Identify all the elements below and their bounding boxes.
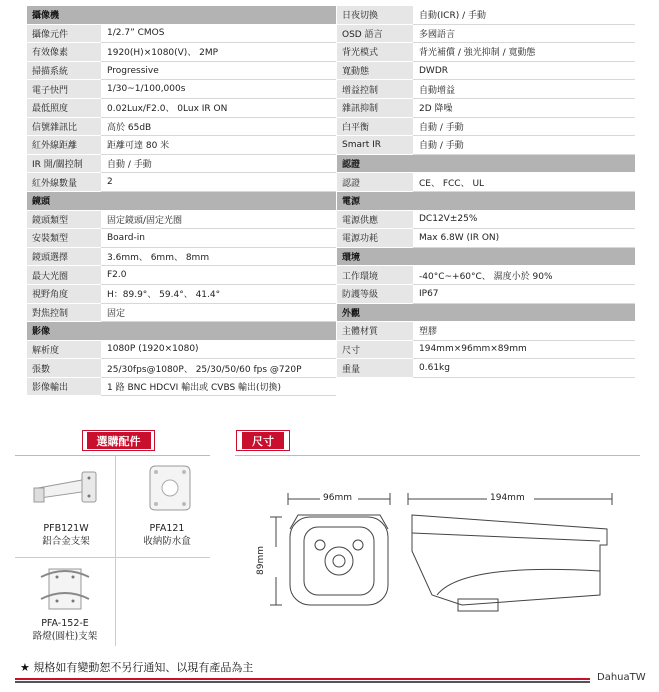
spec-value: H：89.9°、 59.4°、 41.4° bbox=[101, 285, 336, 304]
spec-row bbox=[27, 80, 336, 99]
spec-value: 多國語言 bbox=[413, 25, 635, 44]
spec-value: -40°C~+60°C、 濕度小於 90% bbox=[413, 266, 635, 285]
bracket-pfb121w-image bbox=[30, 468, 100, 516]
section-title: 鏡頭 bbox=[27, 192, 336, 211]
spec-value: 高於 65dB bbox=[101, 118, 336, 137]
accessories-title: 選購配件 bbox=[87, 432, 151, 449]
spec-label: 日夜切換 bbox=[337, 6, 413, 25]
spec-value: 3.6mm、 6mm、 8mm bbox=[101, 248, 336, 267]
spec-section-header bbox=[27, 192, 336, 211]
spec-label: 鏡頭選擇 bbox=[27, 248, 101, 267]
spec-row bbox=[27, 341, 336, 360]
spec-section-header bbox=[337, 192, 635, 211]
pole-mount-pfa152e-image bbox=[35, 563, 95, 613]
accessory-name: 路燈(圓柱)支架 bbox=[32, 631, 98, 642]
accessory-item bbox=[20, 522, 112, 548]
spec-label: 電源供應 bbox=[337, 211, 413, 230]
spec-value: 0.02Lux/F2.0、 0Lux IR ON bbox=[101, 99, 336, 118]
spec-value: 背光補償 / 強光抑制 / 寬動態 bbox=[413, 43, 635, 62]
spec-row bbox=[337, 285, 635, 304]
accessory-item bbox=[15, 617, 115, 643]
spec-label: 增益控制 bbox=[337, 80, 413, 99]
section-title: 環境 bbox=[337, 248, 635, 267]
spec-label: 紅外線距離 bbox=[27, 136, 101, 155]
spec-row bbox=[27, 248, 336, 267]
spec-value: DWDR bbox=[413, 62, 635, 81]
spec-row bbox=[27, 43, 336, 62]
section-title: 電源 bbox=[337, 192, 635, 211]
spec-label: 電源功耗 bbox=[337, 229, 413, 248]
spec-value: 自動 / 手動 bbox=[413, 136, 635, 155]
spec-label: 掃描系統 bbox=[27, 62, 101, 81]
spec-section-header bbox=[337, 155, 635, 174]
spec-row bbox=[27, 378, 336, 397]
accessory-model: PFA121 bbox=[149, 523, 185, 534]
spec-row bbox=[337, 62, 635, 81]
spec-value: 1/2.7” CMOS bbox=[101, 25, 336, 44]
spec-value: 2D 降噪 bbox=[413, 99, 635, 118]
spec-row bbox=[27, 229, 336, 248]
spec-label: 信號雜訊比 bbox=[27, 118, 101, 137]
spec-label: OSD 語言 bbox=[337, 25, 413, 44]
accessory-name: 鋁合金支架 bbox=[42, 536, 90, 547]
spec-label: 安裝類型 bbox=[27, 229, 101, 248]
dimensions-title: 尺寸 bbox=[242, 432, 284, 449]
dimension-height-label: 89mm bbox=[256, 546, 266, 575]
spec-value: Progressive bbox=[101, 62, 336, 81]
spec-label: 背光模式 bbox=[337, 43, 413, 62]
spec-label: 攝像元件 bbox=[27, 25, 101, 44]
spec-value: 1/30~1/100,000s bbox=[101, 80, 336, 99]
spec-label: IR 開/關控制 bbox=[27, 155, 101, 174]
spec-row bbox=[337, 6, 635, 25]
accessories-tag bbox=[82, 430, 155, 451]
camera-dimension-drawing bbox=[262, 485, 642, 620]
spec-value: 自動 / 手動 bbox=[101, 155, 336, 174]
spec-value: 自動增益 bbox=[413, 80, 635, 99]
section-title: 認證 bbox=[337, 155, 635, 174]
spec-row bbox=[27, 266, 336, 285]
spec-value: 0.61kg bbox=[413, 359, 635, 378]
section-title: 攝像機 bbox=[27, 6, 336, 25]
spec-label: 紅外線數量 bbox=[27, 173, 101, 192]
spec-value: F2.0 bbox=[101, 266, 336, 285]
spec-value: 自動(ICR) / 手動 bbox=[413, 6, 635, 25]
spec-label: 主體材質 bbox=[337, 322, 413, 341]
spec-table-right bbox=[337, 6, 635, 378]
spec-label: 視野角度 bbox=[27, 285, 101, 304]
section-title: 外觀 bbox=[337, 304, 635, 323]
spec-label: 尺寸 bbox=[337, 341, 413, 360]
dimensions-tag bbox=[236, 430, 290, 451]
spec-label: 最大光圈 bbox=[27, 266, 101, 285]
spec-row bbox=[27, 155, 336, 174]
spec-row bbox=[337, 322, 635, 341]
spec-row bbox=[27, 136, 336, 155]
spec-row bbox=[337, 229, 635, 248]
spec-row bbox=[337, 118, 635, 137]
spec-value: 塑膠 bbox=[413, 322, 635, 341]
spec-value: 固定鏡頭/固定光圈 bbox=[101, 211, 336, 230]
spec-value: 距離可達 80 米 bbox=[101, 136, 336, 155]
spec-row bbox=[337, 173, 635, 192]
accessories-divider bbox=[15, 455, 210, 456]
spec-row bbox=[27, 62, 336, 81]
dimension-length-label: 194mm bbox=[490, 493, 525, 503]
accessory-model: PFA-152-E bbox=[41, 618, 89, 629]
spec-row bbox=[27, 285, 336, 304]
spec-row bbox=[27, 118, 336, 137]
spec-row bbox=[337, 99, 635, 118]
spec-label: 張數 bbox=[27, 359, 101, 378]
brand-label: DahuaTW bbox=[597, 672, 646, 683]
spec-section-header bbox=[27, 322, 336, 341]
spec-label: 鏡頭類型 bbox=[27, 211, 101, 230]
section-title: 影像 bbox=[27, 322, 336, 341]
spec-row bbox=[337, 25, 635, 44]
junction-box-pfa121-image bbox=[145, 462, 195, 514]
spec-label: 防護等級 bbox=[337, 285, 413, 304]
spec-value: Max 6.8W (IR ON) bbox=[413, 229, 635, 248]
accessory-name: 收納防水盒 bbox=[143, 536, 191, 547]
spec-row bbox=[27, 25, 336, 44]
spec-row bbox=[337, 43, 635, 62]
spec-value: 固定 bbox=[101, 304, 336, 323]
spec-row bbox=[337, 359, 635, 378]
spec-label: Smart IR bbox=[337, 136, 413, 155]
spec-value: 1080P (1920×1080) bbox=[101, 341, 336, 360]
spec-label: 解析度 bbox=[27, 341, 101, 360]
footer-note: ★ 規格如有變動恕不另行通知、以現有產品為主 bbox=[20, 661, 254, 674]
spec-value: Board-in bbox=[101, 229, 336, 248]
accessories-grid-line bbox=[115, 456, 116, 646]
spec-label: 最低照度 bbox=[27, 99, 101, 118]
spec-section-header bbox=[337, 304, 635, 323]
accessory-model: PFB121W bbox=[43, 523, 89, 534]
spec-value: DC12V±25% bbox=[413, 211, 635, 230]
spec-section-header bbox=[27, 6, 336, 25]
dimension-width-label: 96mm bbox=[323, 493, 352, 503]
spec-row bbox=[337, 341, 635, 360]
spec-row bbox=[27, 211, 336, 230]
spec-value: 1920(H)×1080(V)、 2MP bbox=[101, 43, 336, 62]
spec-value: CE、 FCC、 UL bbox=[413, 173, 635, 192]
accessory-item bbox=[122, 522, 212, 548]
spec-label: 重量 bbox=[337, 359, 413, 378]
spec-value: 25/30fps@1080P、 25/30/50/60 fps @720P bbox=[101, 359, 336, 378]
spec-label: 白平衡 bbox=[337, 118, 413, 137]
footer-rule bbox=[15, 678, 590, 680]
spec-label: 有效像素 bbox=[27, 43, 101, 62]
spec-value: 自動 / 手動 bbox=[413, 118, 635, 137]
spec-row bbox=[27, 304, 336, 323]
spec-value: IP67 bbox=[413, 285, 635, 304]
spec-value: 1 路 BNC HDCVI 輸出或 CVBS 輸出(切換) bbox=[101, 378, 336, 397]
spec-row bbox=[337, 266, 635, 285]
spec-row bbox=[27, 173, 336, 192]
spec-label: 寬動態 bbox=[337, 62, 413, 81]
spec-table-left bbox=[27, 6, 336, 396]
spec-label: 電子快門 bbox=[27, 80, 101, 99]
spec-label: 認證 bbox=[337, 173, 413, 192]
footer-rule bbox=[15, 681, 590, 683]
dimensions-divider bbox=[235, 455, 640, 456]
spec-value: 194mm×96mm×89mm bbox=[413, 341, 635, 360]
spec-label: 影像輸出 bbox=[27, 378, 101, 397]
spec-row bbox=[337, 80, 635, 99]
spec-label: 工作環境 bbox=[337, 266, 413, 285]
spec-label: 雜訊抑制 bbox=[337, 99, 413, 118]
spec-row bbox=[337, 136, 635, 155]
spec-section-header bbox=[337, 248, 635, 267]
accessories-grid-line bbox=[15, 557, 210, 558]
spec-label: 對焦控制 bbox=[27, 304, 101, 323]
spec-row bbox=[337, 211, 635, 230]
spec-row bbox=[27, 359, 336, 378]
spec-value: 2 bbox=[101, 173, 336, 192]
spec-row bbox=[27, 99, 336, 118]
